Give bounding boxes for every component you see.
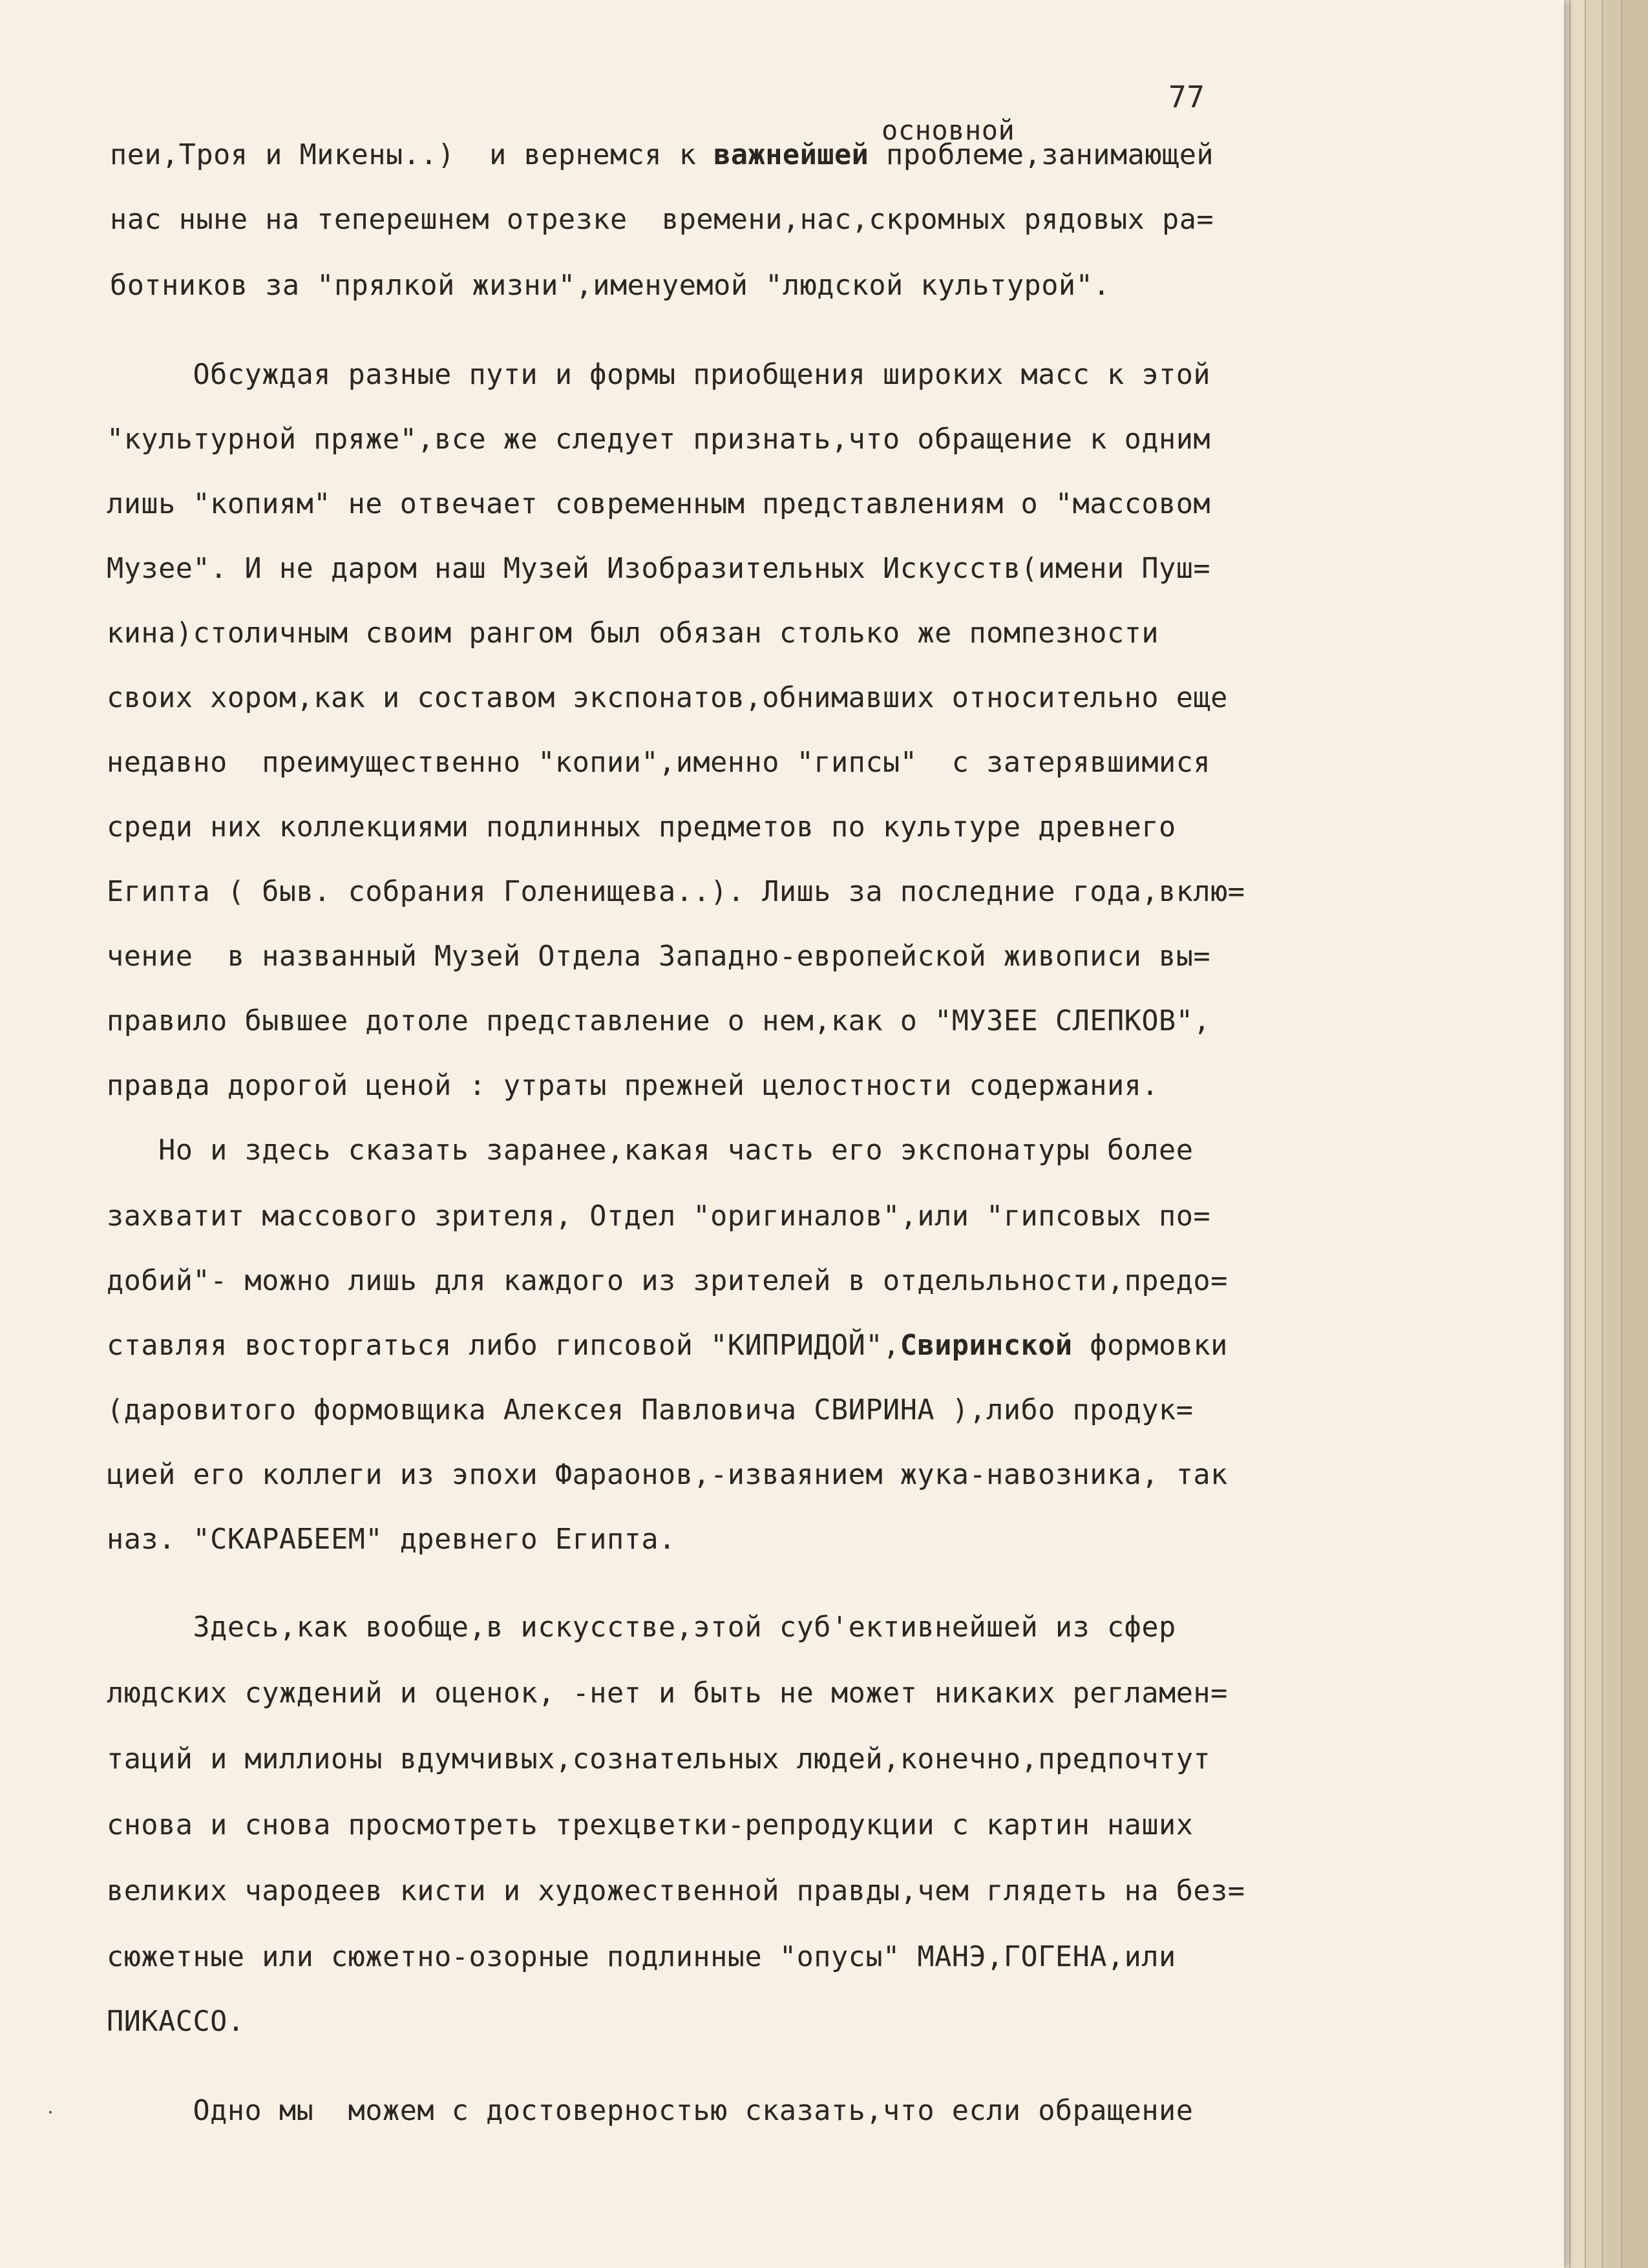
line-text: ПИКАССО. bbox=[107, 2006, 245, 2038]
page-stack-edge bbox=[1585, 0, 1603, 2268]
line-text: таций и миллионы вдумчивых,сознательных людей,конечно,предпочтут bbox=[107, 1743, 1211, 1775]
text-line bbox=[107, 743, 1210, 782]
line-text: формовки bbox=[1072, 1330, 1228, 1362]
line-text: своих хором,как и составом экспонатов,обнимавших относительно еще bbox=[107, 682, 1228, 714]
text-line bbox=[107, 1131, 1193, 1170]
text-line bbox=[107, 1674, 1228, 1713]
line-text: правило бывшее дотоле представление о нем,как о "МУЗЕЕ СЛЕПКОВ", bbox=[107, 1005, 1211, 1037]
line-text: Одно мы можем с достоверностью сказать,что если обращение bbox=[107, 2095, 1194, 2127]
text-line bbox=[110, 266, 1110, 305]
line-text: "культурной пряже",все же следует признать,что обращение к одним bbox=[107, 423, 1211, 456]
line-text: чение в названный Музей Отдела Западно-европейской живописи вы= bbox=[107, 940, 1211, 973]
text-line bbox=[107, 1608, 1176, 1647]
line-text: Здесь,как вообще,в искусстве,этой суб'ективнейшей из сфер bbox=[107, 1611, 1176, 1644]
page-stack-edge bbox=[1621, 0, 1648, 2268]
line-text: пеи,Троя и Микены..) и вернемся к bbox=[110, 139, 714, 171]
line-text: среди них коллекциями подлинных предметов по культуре древнего bbox=[107, 811, 1176, 843]
text-line bbox=[107, 873, 1245, 911]
text-line bbox=[107, 2092, 1193, 2130]
line-text: Музее". И не даром наш Музей Изобразительных Искусств(имени Пуш= bbox=[107, 553, 1211, 585]
line-text: нас ныне на теперешнем отрезке времени,нас,скромных рядовых ра= bbox=[110, 204, 1214, 236]
line-text: сюжетные или сюжетно-озорные подлинные "опусы" МАНЭ,ГОГЕНА,или bbox=[107, 1941, 1176, 1973]
text-line bbox=[110, 136, 1214, 175]
line-text: ботников за "прялкой жизни",именуемой "людской культурой". bbox=[110, 270, 1110, 302]
line-text: наз. "СКАРАБЕЕМ" древнего Египта. bbox=[107, 1523, 676, 1556]
text-line bbox=[107, 355, 1210, 394]
text-line bbox=[107, 485, 1210, 524]
text-line bbox=[107, 1806, 1193, 1845]
page-number: 77 bbox=[1168, 79, 1205, 114]
line-text: лишь "копиям" не отвечает современным представлениям о "массовом bbox=[107, 488, 1211, 520]
text-line bbox=[107, 1740, 1210, 1779]
line-text: добий"- можно лишь для каждого из зрителей в отдельльности,предо= bbox=[107, 1265, 1228, 1297]
text-line bbox=[107, 1197, 1210, 1236]
line-text: Египта ( быв. собрания Голенищева..). Лишь за последние года,вклю= bbox=[107, 876, 1245, 908]
overtyped-word: важнейшей bbox=[713, 139, 869, 171]
line-text: снова и снова просмотреть трехцветки-репродукции с картин наших bbox=[107, 1809, 1194, 1841]
text-line bbox=[107, 1066, 1159, 1105]
line-text: цией его коллеги из эпохи Фараонов,-изваянием жука-навозника, так bbox=[107, 1459, 1228, 1491]
text-line bbox=[107, 420, 1210, 459]
text-line bbox=[107, 1872, 1245, 1911]
text-line bbox=[107, 1326, 1228, 1365]
text-line bbox=[107, 1262, 1228, 1300]
text-line bbox=[107, 808, 1176, 847]
text-line bbox=[107, 549, 1210, 588]
line-text: Но и здесь сказать заранее,какая часть его экспонатуры более bbox=[107, 1134, 1194, 1167]
line-text: ставляя восторгаться либо гипсовой "КИПРИДОЙ", bbox=[107, 1330, 900, 1362]
page-stack-edge bbox=[1569, 0, 1586, 2268]
line-text: великих чародеев кисти и художественной правды,чем глядеть на без= bbox=[107, 1875, 1245, 1907]
text-line bbox=[107, 1002, 1210, 1041]
text-line bbox=[107, 2002, 245, 2041]
text-line bbox=[107, 1520, 676, 1559]
line-text: недавно преимущественно "копии",именно "гипсы" с затерявшимися bbox=[107, 747, 1211, 779]
page-stack-edge bbox=[1601, 0, 1622, 2268]
text-line bbox=[107, 679, 1228, 717]
text-line bbox=[107, 1391, 1193, 1430]
line-text: захватит массового зрителя, Отдел "оригиналов",или "гипсовых по= bbox=[107, 1200, 1211, 1233]
text-line bbox=[107, 937, 1210, 976]
text-line bbox=[107, 1938, 1176, 1977]
text-line bbox=[107, 1456, 1228, 1494]
line-text: Обсуждая разные пути и формы приобщения широких масс к этой bbox=[107, 359, 1211, 391]
line-text: кина)столичным своим рангом был обязан столько же помпезности bbox=[107, 617, 1159, 650]
text-line bbox=[110, 200, 1214, 239]
text-line bbox=[107, 614, 1159, 653]
ink-dot bbox=[49, 2111, 52, 2114]
line-text: проблеме,занимающей bbox=[869, 139, 1214, 171]
line-text: людских суждений и оценок, -нет и быть не может никаких регламен= bbox=[107, 1677, 1228, 1710]
handwritten-insertion: основной bbox=[882, 114, 1015, 146]
overtyped-word: Свиринской bbox=[900, 1330, 1073, 1362]
line-text: (даровитого формовщика Алексея Павловича СВИРИНА ),либо продук= bbox=[107, 1394, 1194, 1426]
line-text: правда дорогой ценой : утраты прежней целостности содержания. bbox=[107, 1070, 1159, 1102]
